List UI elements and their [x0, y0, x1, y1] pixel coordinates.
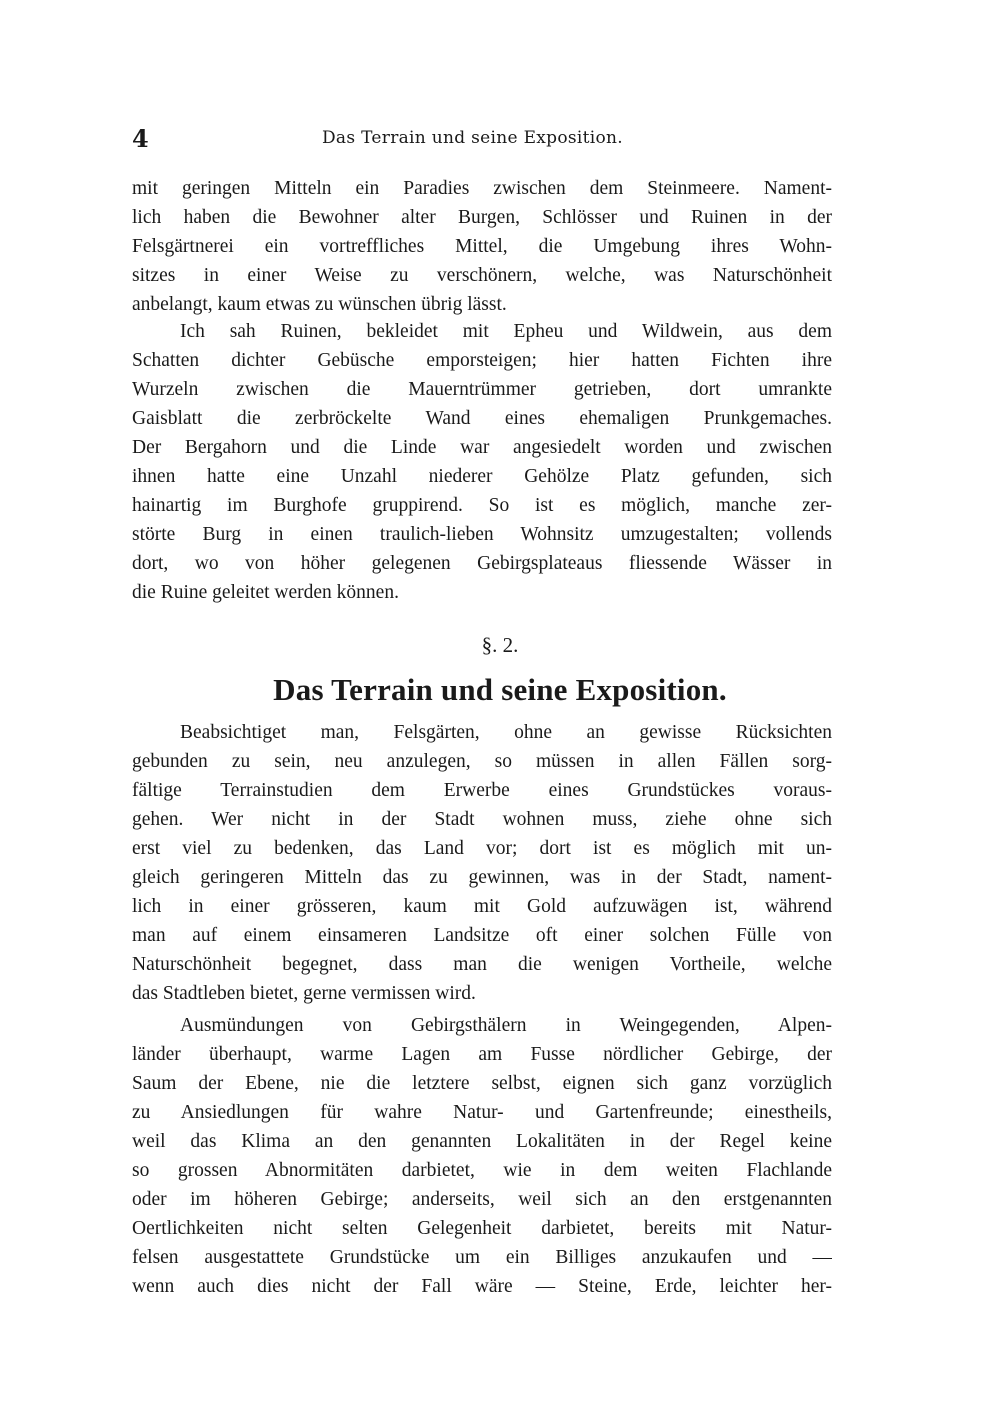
text-line: Gaisblatt die zerbröckelte Wand eines ehemaligen Prunkgemaches. [132, 408, 832, 429]
text-line: man auf einem einsameren Landsitze oft einer solchen Fülle von [132, 925, 832, 946]
text-line: das Stadtleben bietet, gerne vermissen wird. [132, 983, 476, 1004]
text-line: Naturschönheit begegnet, dass man die wenigen Vortheile, welche [132, 954, 832, 975]
text-line: lich in einer grösseren, kaum mit Gold aufzuwägen ist, während [132, 896, 832, 917]
text-line: weil das Klima an den genannten Lokalitäten in der Regel keine [132, 1131, 832, 1152]
text-line: gehen. Wer nicht in der Stadt wohnen muss, ziehe ohne sich [132, 809, 832, 830]
section-title: Das Terrain und seine Exposition. [273, 672, 727, 707]
text-line: so grossen Abnormitäten darbietet, wie in dem weiten Flachlande [132, 1160, 832, 1181]
text-line: erst viel zu bedenken, das Land vor; dort ist es möglich mit un- [132, 838, 832, 859]
text-line: gebunden zu sein, neu anzulegen, so müssen in allen Fällen sorg- [132, 751, 832, 772]
page-number: 4 [132, 124, 149, 153]
text-line: länder überhaupt, warme Lagen am Fusse nördlicher Gebirge, der [132, 1044, 832, 1065]
text-line: fältige Terrainstudien dem Erwerbe eines Grundstückes voraus- [132, 780, 832, 801]
text-line: die Ruine geleitet werden können. [132, 582, 399, 603]
paragraph-4 [132, 1011, 832, 1301]
text-line: Beabsichtiget man, Felsgärten, ohne an gewisse Rücksichten [180, 722, 832, 743]
running-head [132, 124, 832, 154]
text-line: dort, wo von höher gelegenen Gebirgsplateaus fliessende Wässer in [132, 553, 832, 574]
text-line: zu Ansiedlungen für wahre Natur- und Gartenfreunde; einestheils, [132, 1102, 832, 1123]
text-line: Saum der Ebene, nie die letztere selbst, eignen sich ganz vorzüglich [132, 1073, 832, 1094]
text-line: störte Burg in einen traulich-lieben Wohnsitz umzugestalten; vollends [132, 524, 832, 545]
text-line: wenn auch dies nicht der Fall wäre — Steine, Erde, leichter her- [132, 1276, 832, 1297]
text-line: Ich sah Ruinen, bekleidet mit Epheu und Wildwein, aus dem [180, 321, 832, 342]
text-line: gleich geringeren Mitteln das zu gewinnen, was in der Stadt, nament- [132, 867, 832, 888]
paragraph-2 [132, 317, 832, 607]
text-line: Oertlichkeiten nicht selten Gelegenheit darbietet, bereits mit Natur- [132, 1218, 832, 1239]
text-line: felsen ausgestattete Grundstücke um ein Billiges anzukaufen und — [132, 1247, 832, 1268]
text-line: Schatten dichter Gebüsche emporsteigen; hier hatten Fichten ihre [132, 350, 832, 371]
text-line: Felsgärtnerei ein vortreffliches Mittel, die Umgebung ihres Wohn- [132, 236, 832, 257]
paragraph-1 [132, 174, 832, 319]
section-number: §. 2. [481, 633, 519, 657]
paragraph-3 [132, 718, 832, 1008]
text-line: sitzes in einer Weise zu verschönern, welche, was Naturschönheit [132, 265, 832, 286]
text-line: ihnen hatte eine Unzahl niederer Gehölze Platz gefunden, sich [132, 466, 832, 487]
text-line: lich haben die Bewohner alter Burgen, Schlösser und Ruinen in der [132, 207, 832, 228]
text-line: hainartig im Burghofe gruppirend. So ist es möglich, manche zer- [132, 495, 832, 516]
text-line: mit geringen Mitteln ein Paradies zwischen dem Steinmeere. Nament- [132, 178, 832, 199]
running-title: Das Terrain und seine Exposition. [322, 128, 623, 148]
text-line: anbelangt, kaum etwas zu wünschen übrig lässt. [132, 294, 507, 315]
text-line: Der Bergahorn und die Linde war angesiedelt worden und zwischen [132, 437, 832, 458]
text-line: oder im höheren Gebirge; anderseits, weil sich an den erstgenannten [132, 1189, 832, 1210]
text-line: Ausmündungen von Gebirgsthälern in Weingegenden, Alpen- [180, 1015, 832, 1036]
text-line: Wurzeln zwischen die Mauerntrümmer getrieben, dort umrankte [132, 379, 832, 400]
